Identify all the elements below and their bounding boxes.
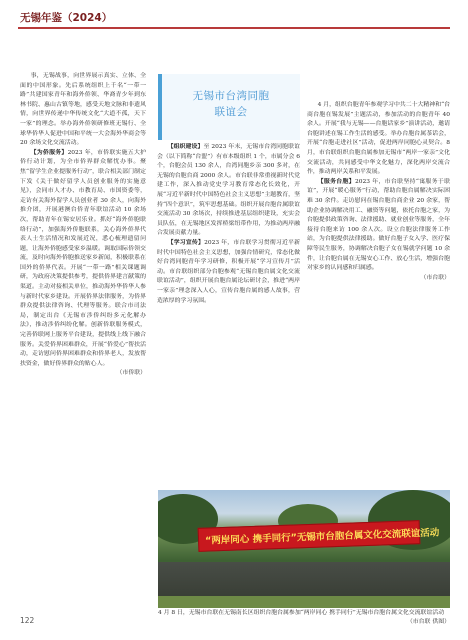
section-banner-title xyxy=(168,88,294,120)
paragraph-organization xyxy=(157,143,300,239)
paragraph-taibao-service xyxy=(307,178,450,274)
section-heading-study: 【学习宣传】 xyxy=(167,239,205,246)
event-banner-text: “两岸同心 携手同行”无锡市台胞台属文化交流联谊活动 xyxy=(204,527,440,547)
paragraph-service-body: 2023 年，市侨联实施五大护侨行动计划，为全市侨界群众解忧办事。聚焦“留学生企业提服务行动”，联合相关部门制定下发《关于做好留学人员创业服务的实施意见》，会同市人才办、市教育局、市国资委等，走访有关海外留学人员创业者 30 余人，向海外推介团，开展港澳台侨青年联谊活动 10 余场次，帮助青年在锡安居乐业。抓好“海外侨胞联络行动”，加强海外侨胞联系，关心海外侨界代表人士生活情况和发展近况，悉心梳理遗留问题，让海外侨胞感受家乡温暖。调取国际侨领交流，及时向海外侨胞推送家乡新闻，积极联系在国外的侨界代表。开展“一带一路”相关课题调研，为政府决策提供参考，提供侨界建言献策的渠道。主动对接相关单位，推动海外华侨华人参与新时代家乡建设。开展侨界法律服务，为侨界群众提供法律咨询、代理等服务。联合市司法局，制定出台《无锡市涉侨纠纷多元化解办法》，推动涉侨纠纷化解。创新侨联服务模式，完善侨联网上服务平台建设，提供线上线下融合服务。关爱侨界困难群众，开展“侨爱心”帮扶活动，走访慰问侨界困难群众和侨界老人，发放帮扶资金，做好侨界群众的贴心人。 xyxy=(20,149,146,367)
banner-title-line2: 联谊会 xyxy=(214,106,248,118)
banner-title-line1: 无锡市台湾同胞 xyxy=(192,90,270,102)
column-middle xyxy=(157,143,300,473)
paragraph-activities: 4 月，组织台胞青年参观学习中共二十大精神和“台商台胞在锡发展”主题活动，参加活动的台胞青年 40 余人。开展“我与无锡——台胞话家乡”演讲活动，邀请台胞讲述在锡工作生活的感受。举办台胞台属茶话会，开展“台胞走进社区”活动，促进两岸同胞心灵契合。8 月，市台联组织台胞台属参加无锡市“两岸一家亲”文化交流活动，共同感受中华文化魅力，深化两岸交流合作，推动两岸关系和平发展。 xyxy=(307,102,450,176)
page-header-title: 无锡年鉴（2024） xyxy=(20,12,113,24)
paragraph-study xyxy=(157,239,300,306)
section-heading-service: 【为侨服务】 xyxy=(30,149,68,156)
signature-qiaolian: （市侨联） xyxy=(116,370,146,377)
event-banner xyxy=(198,520,440,552)
column-left xyxy=(20,72,146,600)
paragraph-service xyxy=(20,149,146,370)
grass xyxy=(158,596,450,608)
header-divider xyxy=(18,27,450,29)
column-right xyxy=(307,101,450,490)
photo-caption xyxy=(158,609,450,627)
group-photo xyxy=(158,490,450,608)
section-heading-taibao-service: 【服务台胞】 xyxy=(317,178,356,185)
section-heading-organization: 【组织建设】 xyxy=(167,144,204,150)
paragraph-culture: 事，无锡战事，向世界展示真实、立体、全面的中国形象。先后系统组织上千名“一带一路”共建国家青年和海外侨领、华裔青少年到东林书院、惠山古镇等地，感受天地文脉和非遗风情，向世界传递中华传统文化“大道不孤，天下一家”的理念。举办海外侨领研修班无锡行、全球华侨华人促进中国和平统一大会海外华商会等 20 余场文化交流活动。 xyxy=(20,73,146,147)
paragraph-taibao-service-body: 2023 年，市台联坚持“寓服务于联谊”，开展“暖心服务”行动，帮助台胞台属解决实际困难 30 余件。走访慰问在锡台胞台商企业 20 余家，帮助企业协调解决用工、融资等问题，依托台胞之家，为台胞提供政策咨询、法律援助、就业创业等服务，全年接待台胞来访 100 余人次。设立台胞法律服务工作站，为台胞提供法律援助。做好台胞子女入学、医疗保障等民生服务，协调解决台胞子女在锡就学问题 10 余件，让台胞台属在无锡安心工作、放心生活，增强台胞对家乡的认同感和归属感。 xyxy=(307,178,450,272)
page-number: 122 xyxy=(20,616,35,625)
paragraph-study-body: 2023 年，市台联学习贯彻习近平新时代中国特色社会主义思想，加强台情研究，常态化做好台湾同胞青年学习研修，积极开展“学习宣传月”活动。市台联组织部分台胞参观“无锡台胞台属文化交流联谊活动”，组织开展台胞台属论坛研讨会，推进“两岸一家亲”理念深入人心，宣传台胞台属的感人故事，营造浓厚的学习氛围。 xyxy=(157,239,300,304)
paragraph-organization-body: 至 2023 年末，无锡市台湾同胞联谊会（以下简称“台盟”）有市本级组织 1 个，市属分会 6 个，台胞会员 130 余人，台湾同胞乡亲 300 多对，在无锡的台胞台商 2000 余人。市台联非常重视新时代党建工作，深入推动党史学习教育常态化长效化，开展“习近平新时代中国特色社会主义思想”主题教育，坚持“四个意识”，筑牢思想基础。组织开展台胞台属联谊交流活动 30 余场次，持续推进基层组织建设，充实会员队伍，在无锡地区发挥桥梁纽带作用，为推动两岸融合发展贡献力量。 xyxy=(157,144,300,237)
signature-tailian: （市台联） xyxy=(420,274,450,281)
photo-credit: （市台联 供图） xyxy=(406,619,450,625)
photo-caption-text: 4 月 8 日，无锡市台联在无锡南长区组织台胞台属参加“两岸同心 携手同行”无锡市台胞台属文化交流联谊活动 xyxy=(158,610,445,616)
